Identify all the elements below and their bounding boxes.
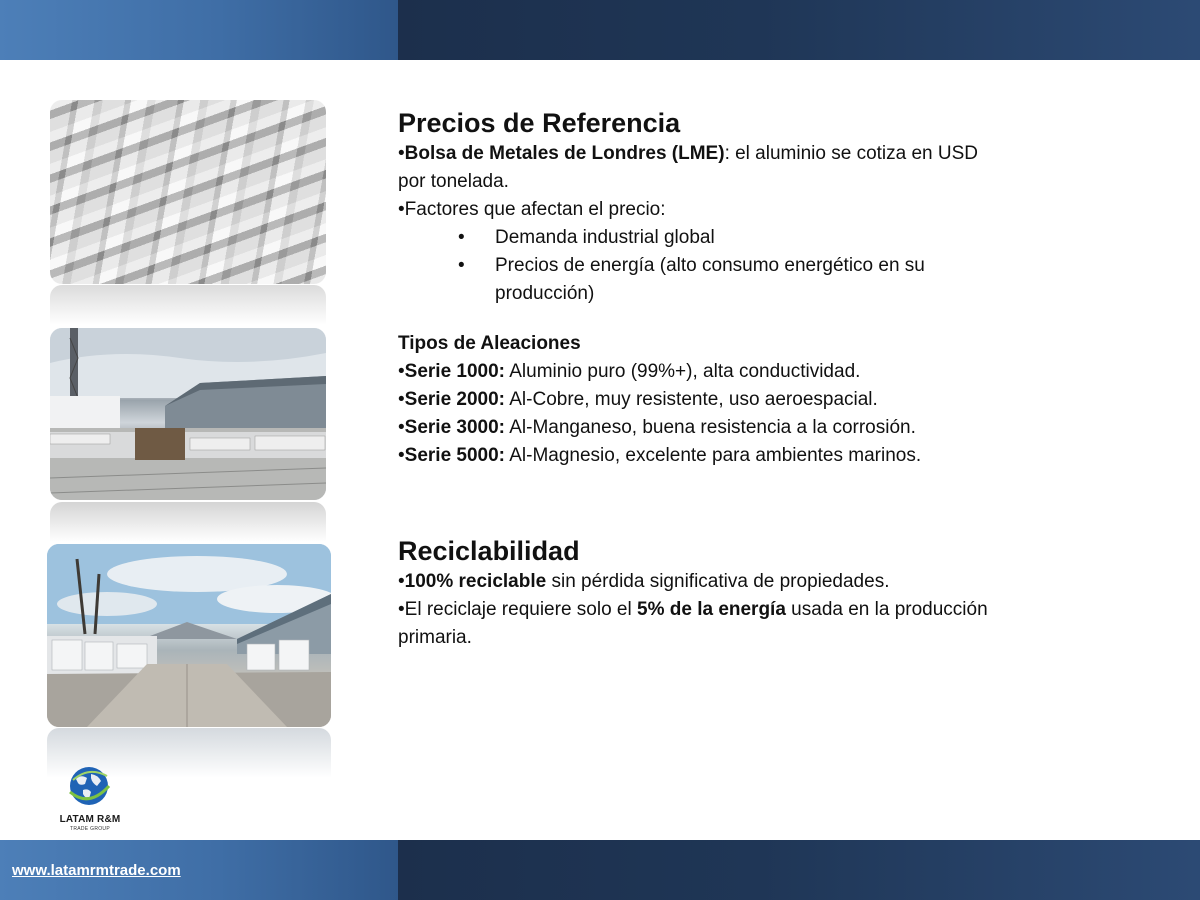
bullet: • (398, 389, 405, 410)
aluminum-ingots-photo-reflection (50, 285, 326, 325)
aluminum-ingots-photo (50, 100, 326, 284)
recycling-item (398, 568, 998, 596)
alloy-item (398, 414, 998, 442)
bullet: • (458, 227, 465, 248)
factor-item-text: Precios de energía (alto consumo energético en su producción) (495, 255, 925, 304)
recycling-item (398, 596, 998, 652)
alloy-item (398, 386, 998, 414)
slide-content (398, 106, 998, 652)
alloy-label: Serie 5000: (404, 445, 506, 466)
alloy-text: Aluminio puro (99%+), alta conductividad. (505, 361, 861, 382)
lme-text: : el aluminio se cotiza en USD por tonelada. (398, 143, 979, 192)
bullet: • (398, 199, 405, 220)
recycling-energy-label: 5% de la energía (637, 599, 786, 620)
bullet: • (398, 417, 405, 438)
factors-paragraph (398, 196, 998, 224)
header-band-dark (398, 0, 1200, 60)
lme-paragraph (398, 140, 998, 196)
bullet: • (398, 143, 405, 164)
recycling-label: 100% reciclable (404, 571, 547, 592)
alloy-label: Serie 3000: (404, 417, 506, 438)
alloy-item (398, 358, 998, 386)
alloy-text: Al-Cobre, muy resistente, uso aeroespacial. (505, 389, 878, 410)
warehouse-yard-photo (50, 328, 326, 500)
port-storage-scene (47, 544, 331, 727)
spacer (398, 308, 998, 330)
bullet: • (398, 571, 405, 592)
prices-title: Precios de Referencia (398, 108, 681, 138)
globe-icon (67, 764, 111, 808)
spacer (398, 470, 998, 534)
warehouse-yard-photo-reflection (50, 502, 326, 542)
bullet: • (458, 255, 465, 276)
logo-tagline: TRADE GROUP (70, 826, 110, 832)
alloy-item (398, 442, 998, 470)
factors-text: Factores que afectan el precio: (404, 199, 666, 220)
footer-band-dark (398, 840, 1200, 900)
warehouse-yard-scene (50, 328, 326, 500)
factor-item (398, 224, 998, 252)
recycling-text-post: usada en la producción primaria. (398, 599, 988, 648)
bullet: • (398, 445, 405, 466)
recycling-text: sin pérdida significativa de propiedades. (546, 571, 890, 592)
logo-brand-name: LATAM R&M (59, 814, 121, 825)
alloys-title: Tipos de Aleaciones (398, 333, 581, 354)
alloy-text: Al-Magnesio, excelente para ambientes marinos. (505, 445, 922, 466)
recycling-text-pre: El reciclaje requiere solo el (404, 599, 637, 620)
company-logo (55, 762, 125, 834)
website-link[interactable]: www.latamrmtrade.com (12, 862, 181, 879)
header-band (0, 0, 1200, 60)
alloy-label: Serie 1000: (404, 361, 506, 382)
header-band-light (0, 0, 398, 60)
bullet: • (398, 599, 405, 620)
alloy-text: Al-Manganeso, buena resistencia a la corrosión. (505, 417, 916, 438)
factor-item-text: Demanda industrial global (495, 227, 715, 248)
lme-label: Bolsa de Metales de Londres (LME) (404, 143, 725, 164)
factor-item (398, 252, 998, 308)
bullet: • (398, 361, 405, 382)
recycling-title: Reciclabilidad (398, 536, 580, 566)
alloy-label: Serie 2000: (404, 389, 506, 410)
port-storage-photo (47, 544, 331, 727)
